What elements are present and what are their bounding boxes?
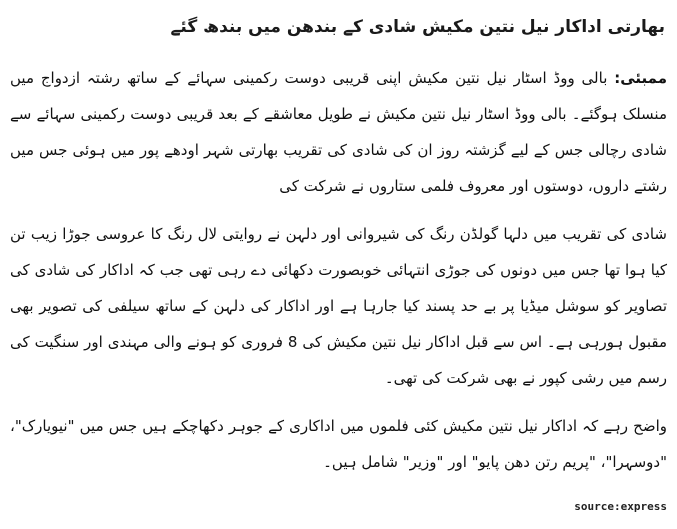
paragraph-text: واضح رہے کہ اداکار نیل نتین مکیش کئی فلموں میں اداکاری کے جوہر دکھاچکے ہیں جس میں "نیویارک"، "دوسہرا"، "پریم رتن دھن پایو" اور "وزیر" شامل ہیں۔ xyxy=(10,417,667,471)
source-credit: source:express xyxy=(574,500,667,513)
article-paragraph-3 xyxy=(10,408,667,480)
article-paragraph-2 xyxy=(10,216,667,396)
article-headline: بھارتی اداکار نیل نتین مکیش شادی کے بندھن میں بندھ گئے xyxy=(170,17,665,37)
paragraph-text: شادی کی تقریب میں دلہا گولڈن رنگ کی شیروانی اور دلہن نے روایتی لال رنگ کا عروسی جوڑا زیب تن کیا ہوا تھا جس میں دونوں کی جوڑی انتہائی خوبصورت دکھائی دے رہی تھی جب کہ اداکار کی شادی کی تصاویر کو سوشل میڈیا پر بے حد پسند کیا جارہا ہے اور اداکار کی دلہن کے ساتھ سیلفی کی تصویر بھی مقبول ہورہی ہے۔ اس سے قبل اداکار نیل نتین مکیش کی 8 فروری کو ہونے والی مہندی اور سنگیت کی رسم میں رشی کپور نے بھی شرکت کی تھی۔ xyxy=(10,225,668,387)
article-paragraph-1 xyxy=(10,60,667,204)
paragraph-text: بالی ووڈ اسٹار نیل نتین مکیش اپنی قریبی دوست رکمینی سہائے کے ساتھ رشتہ ازدواج میں منسلک ہوگئے۔ بالی ووڈ اسٹار نیل نتین مکیش نے طویل معاشقے کے بعد قریبی دوست رکمینی سہائے سے شادی رچالی جس کے لیے گزشتہ روز ان کی شادی کی تقریب بھارتی شہر اودھے پور میں ہوئی جس میں رشتے داروں، دوستوں اور معروف فلمی ستاروں نے شرکت کی xyxy=(10,69,667,195)
dateline: ممبئی: xyxy=(614,69,667,87)
